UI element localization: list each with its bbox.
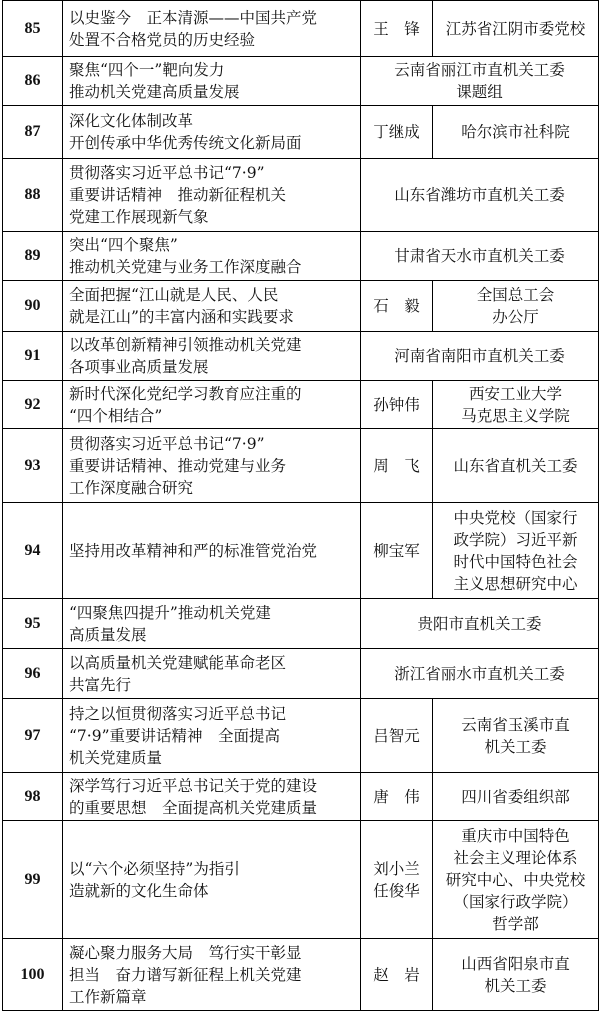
author-organization: 全国总工会 办公厅 bbox=[433, 281, 599, 332]
table-row bbox=[3, 939, 599, 1011]
row-number: 96 bbox=[3, 649, 63, 699]
paper-title: 以改革创新精神引领推动机关党建 各项事业高质量发展 bbox=[63, 332, 361, 381]
paper-title: 以高质量机关党建赋能革命老区 共富先行 bbox=[63, 649, 361, 699]
author-organization: 中央党校（国家行 政学院）习近平新 时代中国特色社会 主义思想研究中心 bbox=[433, 503, 599, 599]
row-number: 100 bbox=[3, 939, 63, 1011]
author-organization: 甘肃省天水市直机关工委 bbox=[361, 232, 599, 281]
author-name: 孙钟伟 bbox=[361, 381, 433, 429]
row-number: 98 bbox=[3, 773, 63, 821]
author-name: 周 飞 bbox=[361, 429, 433, 503]
row-number: 91 bbox=[3, 332, 63, 381]
paper-title: 全面把握“江山就是人民、人民 就是江山”的丰富内涵和实践要求 bbox=[63, 281, 361, 332]
author-organization: 重庆市中国特色 社会主义理论体系 研究中心、中央党校 （国家行政学院） 哲学部 bbox=[433, 821, 599, 939]
paper-title: “四聚焦四提升”推动机关党建 高质量发展 bbox=[63, 599, 361, 649]
table-row bbox=[3, 106, 599, 159]
row-number: 93 bbox=[3, 429, 63, 503]
author-organization: 云南省玉溪市直 机关工委 bbox=[433, 699, 599, 773]
table-row bbox=[3, 232, 599, 281]
table-row bbox=[3, 429, 599, 503]
paper-title: 以史鉴今 正本清源——中国共产党 处置不合格党员的历史经验 bbox=[63, 1, 361, 57]
table-row bbox=[3, 821, 599, 939]
table-row bbox=[3, 773, 599, 821]
author-organization: 山东省潍坊市直机关工委 bbox=[361, 159, 599, 232]
author-name: 柳宝军 bbox=[361, 503, 433, 599]
table-row bbox=[3, 381, 599, 429]
row-number: 94 bbox=[3, 503, 63, 599]
row-number: 90 bbox=[3, 281, 63, 332]
paper-title: 聚焦“四个一”靶向发力 推动机关党建高质量发展 bbox=[63, 57, 361, 106]
row-number: 99 bbox=[3, 821, 63, 939]
author-organization: 贵阳市直机关工委 bbox=[361, 599, 599, 649]
author-organization: 哈尔滨市社科院 bbox=[433, 106, 599, 159]
row-number: 89 bbox=[3, 232, 63, 281]
paper-list-table bbox=[2, 0, 599, 1011]
author-organization: 山西省阳泉市直 机关工委 bbox=[433, 939, 599, 1011]
paper-title: 贯彻落实习近平总书记“7·9” 重要讲话精神、推动党建与业务 工作深度融合研究 bbox=[63, 429, 361, 503]
table-row bbox=[3, 332, 599, 381]
paper-title: 以“六个必须坚持”为指引 造就新的文化生命体 bbox=[63, 821, 361, 939]
paper-title: 持之以恒贯彻落实习近平总书记 “7·9”重要讲话精神 全面提高 机关党建质量 bbox=[63, 699, 361, 773]
row-number: 85 bbox=[3, 1, 63, 57]
paper-title: 深学笃行习近平总书记关于党的建设 的重要思想 全面提高机关党建质量 bbox=[63, 773, 361, 821]
table-row bbox=[3, 159, 599, 232]
table-row bbox=[3, 503, 599, 599]
paper-title: 贯彻落实习近平总书记“7·9” 重要讲话精神 推动新征程机关 党建工作展现新气象 bbox=[63, 159, 361, 232]
paper-title: 突出“四个聚焦” 推动机关党建与业务工作深度融合 bbox=[63, 232, 361, 281]
paper-title: 深化文化体制改革 开创传承中华优秀传统文化新局面 bbox=[63, 106, 361, 159]
row-number: 97 bbox=[3, 699, 63, 773]
author-name: 吕智元 bbox=[361, 699, 433, 773]
table-row bbox=[3, 281, 599, 332]
author-organization: 浙江省丽水市直机关工委 bbox=[361, 649, 599, 699]
author-name: 唐 伟 bbox=[361, 773, 433, 821]
table-row bbox=[3, 649, 599, 699]
row-number: 86 bbox=[3, 57, 63, 106]
paper-title: 新时代深化党纪学习教育应注重的 “四个相结合” bbox=[63, 381, 361, 429]
author-organization: 河南省南阳市直机关工委 bbox=[361, 332, 599, 381]
author-name: 石 毅 bbox=[361, 281, 433, 332]
table-row bbox=[3, 57, 599, 106]
table-row bbox=[3, 599, 599, 649]
row-number: 92 bbox=[3, 381, 63, 429]
paper-title: 坚持用改革精神和严的标准管党治党 bbox=[63, 503, 361, 599]
row-number: 87 bbox=[3, 106, 63, 159]
author-name: 丁继成 bbox=[361, 106, 433, 159]
author-organization: 西安工业大学 马克思主义学院 bbox=[433, 381, 599, 429]
table-row bbox=[3, 699, 599, 773]
row-number: 95 bbox=[3, 599, 63, 649]
author-organization: 四川省委组织部 bbox=[433, 773, 599, 821]
author-organization: 云南省丽江市直机关工委 课题组 bbox=[361, 57, 599, 106]
author-name: 王 锋 bbox=[361, 1, 433, 57]
paper-title: 凝心聚力服务大局 笃行实干彰显 担当 奋力谱写新征程上机关党建 工作新篇章 bbox=[63, 939, 361, 1011]
row-number: 88 bbox=[3, 159, 63, 232]
table-row bbox=[3, 1, 599, 57]
author-name: 刘小兰 任俊华 bbox=[361, 821, 433, 939]
author-organization: 山东省直机关工委 bbox=[433, 429, 599, 503]
author-name: 赵 岩 bbox=[361, 939, 433, 1011]
author-organization: 江苏省江阴市委党校 bbox=[433, 1, 599, 57]
